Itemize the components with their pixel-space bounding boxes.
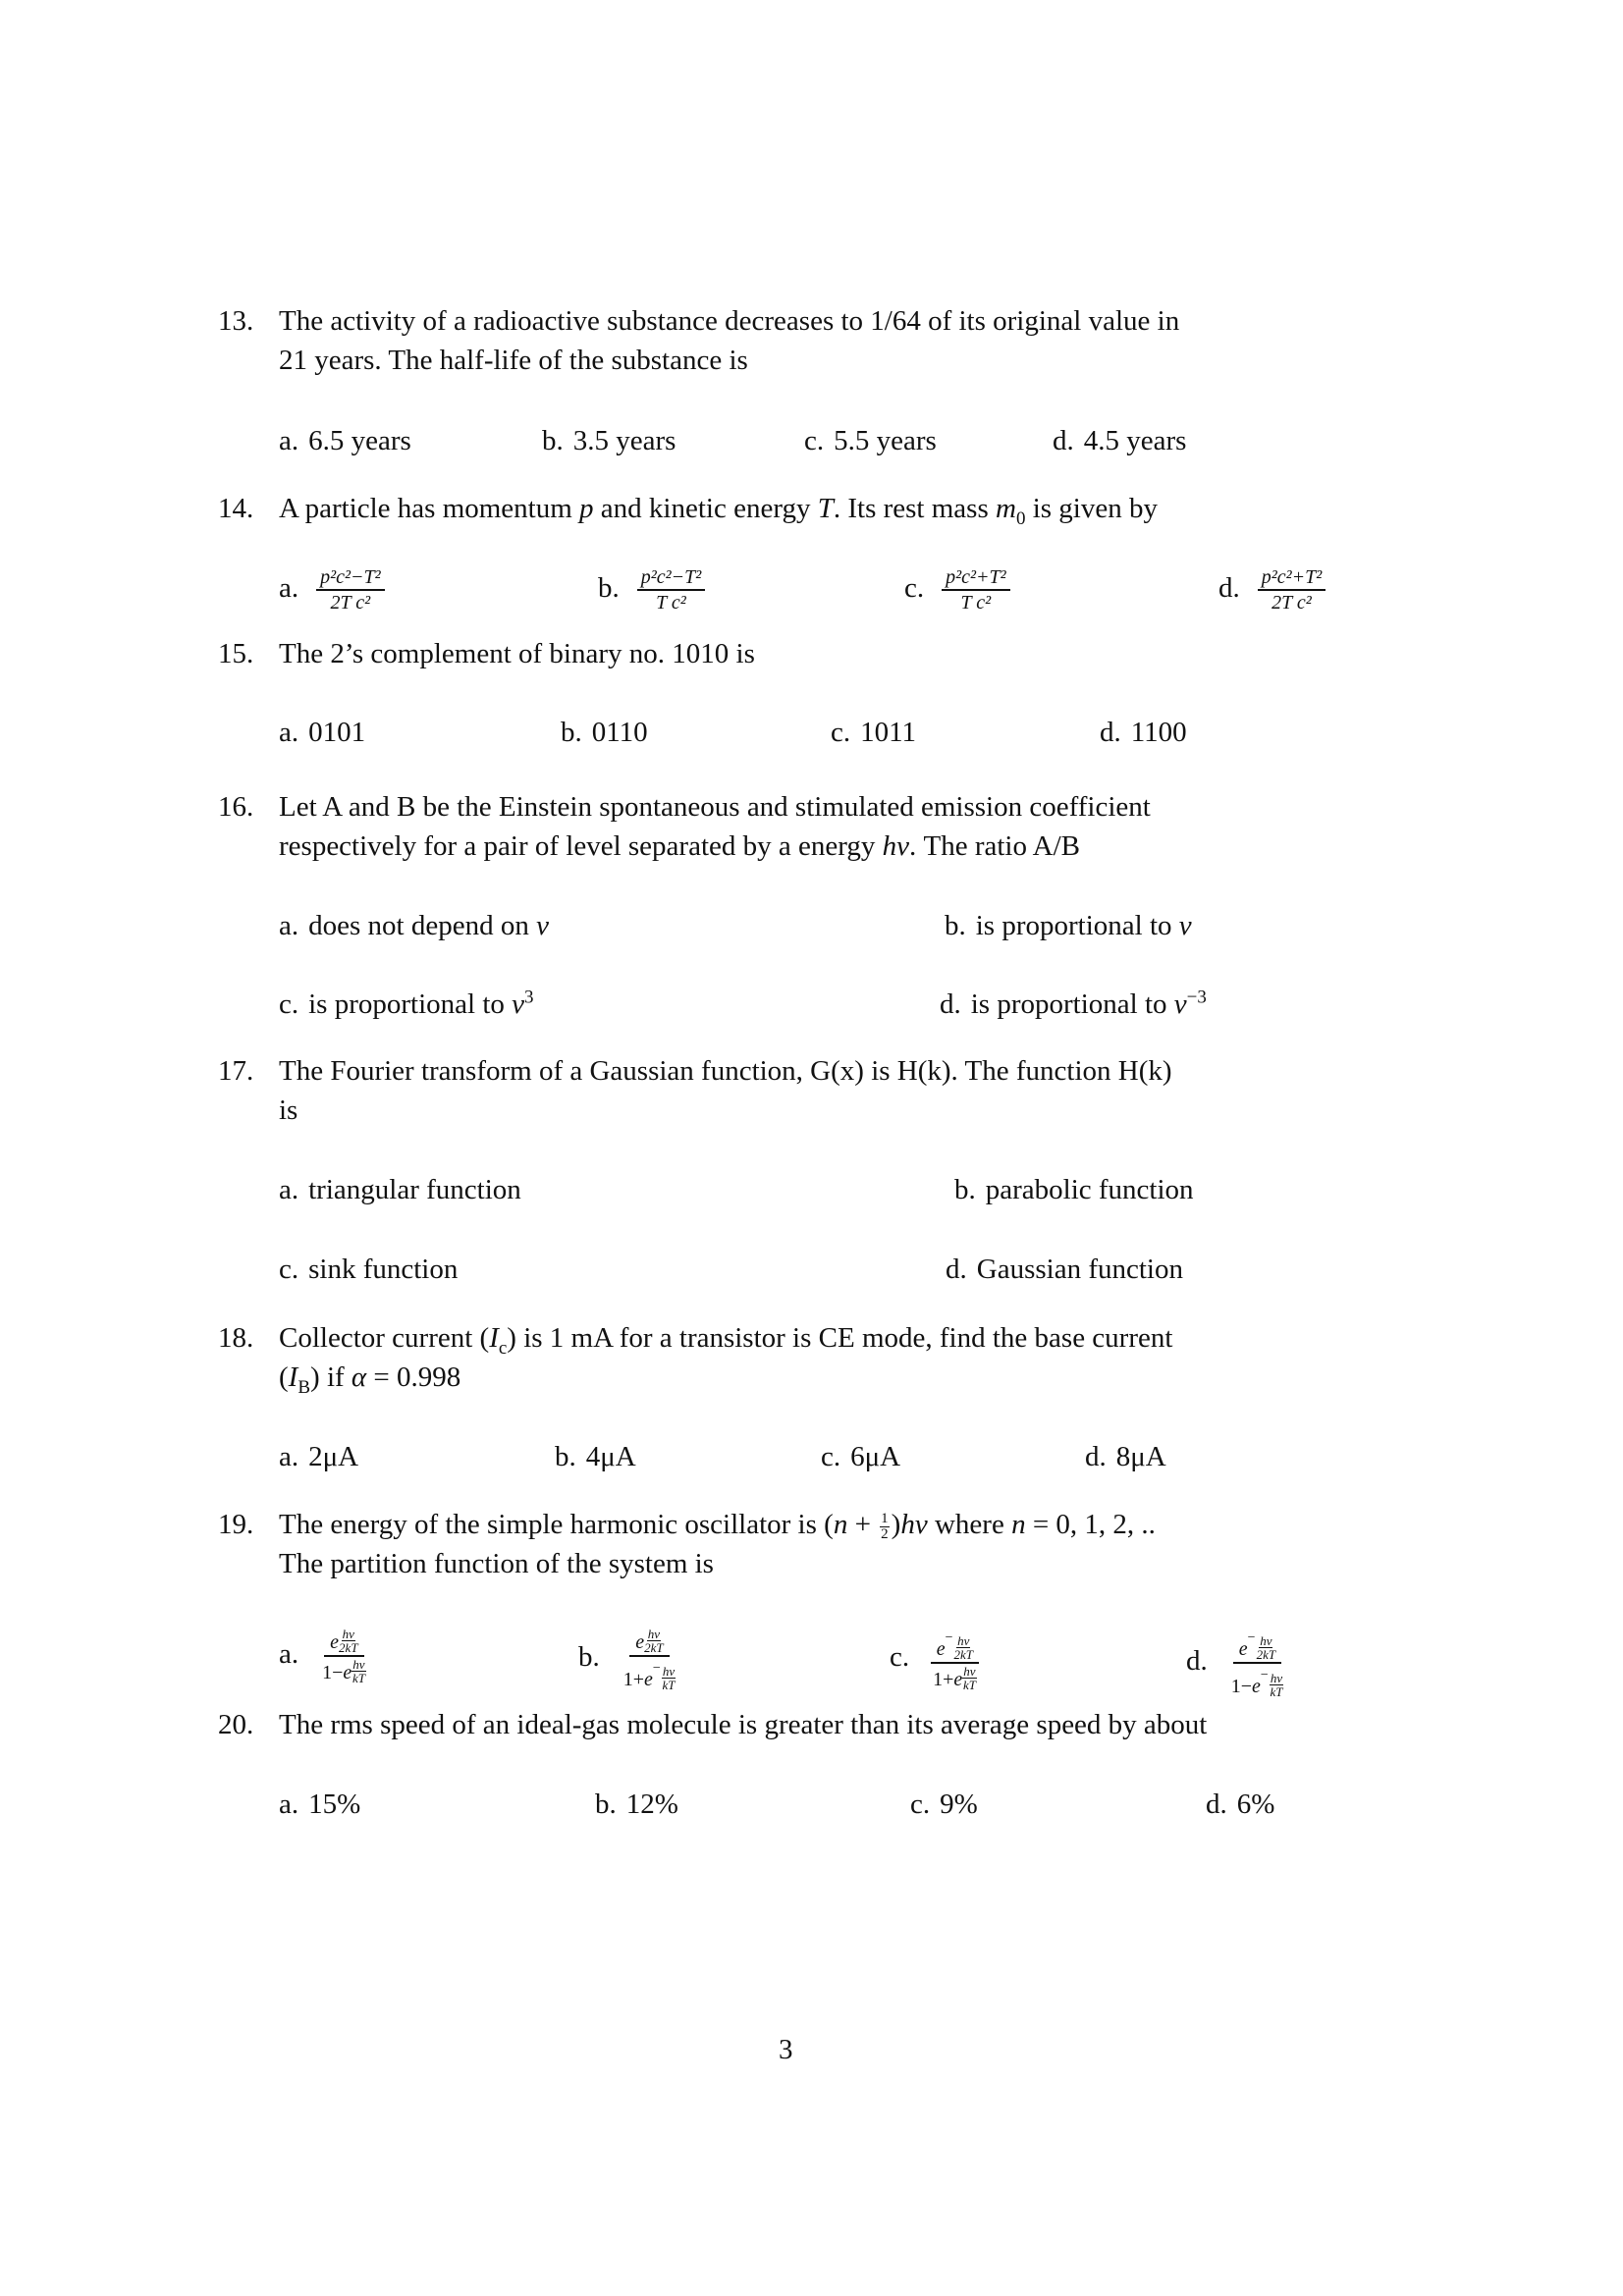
math-var: α [351, 1362, 367, 1393]
option-text: 0110 [591, 717, 648, 748]
option-label: a. [279, 1441, 299, 1472]
denominator: T c² [656, 592, 686, 614]
math-var: e [343, 1662, 352, 1683]
option-label: c. [831, 717, 851, 748]
question-stem [279, 1318, 1388, 1397]
math-var: hν [882, 830, 909, 862]
stem-line [279, 489, 1388, 528]
denominator: T c² [960, 592, 992, 614]
option-b[interactable] [542, 421, 676, 460]
exponent-denominator: 2kT [644, 1640, 664, 1655]
option-c[interactable] [821, 1437, 900, 1476]
page-number: 3 [779, 2034, 793, 2065]
question-stem [279, 1705, 1388, 1744]
exponent-denominator: kT [962, 1678, 976, 1692]
option-text: 8μA [1115, 1441, 1166, 1472]
option-a[interactable] [279, 1628, 372, 1684]
exponent-fraction [662, 1665, 676, 1691]
option-text: is proportional to [308, 988, 505, 1020]
question-stem [279, 634, 1388, 673]
exponent-denominator: kT [1270, 1684, 1283, 1699]
option-label: a. [279, 571, 299, 604]
math-var: e [953, 1669, 963, 1690]
option-text: 15% [308, 1789, 361, 1820]
math-var: I [288, 1362, 298, 1393]
exponent [962, 1664, 976, 1692]
denominator: 2 [881, 1525, 889, 1542]
option-label: c. [279, 1254, 299, 1285]
math-sub: B [298, 1376, 311, 1398]
math-number: 1 [933, 1669, 944, 1690]
fraction [637, 566, 705, 614]
question-number: 19. [218, 1509, 254, 1540]
math-var: ν [512, 988, 525, 1020]
exponent [339, 1627, 358, 1655]
stem-text: ( [279, 1362, 289, 1393]
fraction [618, 1628, 681, 1691]
option-text: 12% [625, 1789, 678, 1820]
math-op: + [632, 1669, 645, 1690]
option-text: 3.5 years [572, 425, 676, 456]
denominator [316, 1657, 371, 1684]
option-c[interactable] [910, 1785, 978, 1824]
exponent [1247, 1630, 1276, 1662]
math-var: m [995, 493, 1016, 524]
stem-text: ) [891, 1509, 901, 1540]
math-var: p [579, 493, 594, 524]
option-label: b. [598, 571, 620, 604]
fraction [927, 1628, 982, 1691]
option-text: 6.5 years [308, 425, 411, 456]
exponent [945, 1630, 973, 1662]
stem-text: is given by [1032, 493, 1158, 524]
option-c[interactable] [890, 1628, 983, 1691]
option-a[interactable] [279, 1437, 358, 1476]
exponent-sign: − [1260, 1668, 1269, 1682]
option-d[interactable] [946, 1250, 1183, 1289]
stem-line: The 2’s complement of binary no. 1010 is [279, 638, 755, 669]
option-c[interactable] [279, 985, 534, 1024]
stem-line: The rms speed of an ideal-gas molecule is greater than its average speed by about [279, 1709, 1208, 1740]
fraction [316, 566, 384, 614]
option-b[interactable] [561, 713, 648, 752]
numerator: p²c²+T² [1258, 566, 1325, 591]
exponent-numerator: hν [963, 1664, 976, 1679]
option-b[interactable] [954, 1170, 1194, 1209]
option-a[interactable] [279, 1785, 360, 1824]
exponent-numerator: hν [342, 1627, 354, 1641]
exponent-numerator: hν [352, 1657, 365, 1672]
stem-text: . The ratio A/B [909, 830, 1080, 862]
fraction [942, 566, 1009, 614]
option-b[interactable] [578, 1628, 681, 1691]
fraction [1225, 1628, 1289, 1698]
exponent-numerator: hν [1270, 1671, 1283, 1685]
math-var: e [1252, 1676, 1261, 1697]
option-text: 0101 [308, 717, 366, 748]
stem-text: ) if [310, 1362, 345, 1393]
option-label: d. [1053, 425, 1074, 456]
option-label: b. [561, 717, 582, 748]
stem-text: The energy of the simple harmonic oscillator is ( [279, 1509, 834, 1540]
exponent-sign: − [945, 1630, 953, 1645]
denominator [618, 1657, 681, 1691]
exponent-sign: − [652, 1661, 661, 1676]
option-text: 4.5 years [1083, 425, 1187, 456]
option-text: does not depend on [308, 910, 529, 941]
stem-line: Let A and B be the Einstein spontaneous and stimulated emission coefficient [279, 791, 1151, 823]
option-label: c. [821, 1441, 841, 1472]
option-text: 5.5 years [834, 425, 937, 456]
exponent-fraction [644, 1628, 664, 1654]
option-b[interactable] [945, 906, 1192, 945]
math-op: − [1240, 1676, 1253, 1697]
exponent-fraction [1257, 1634, 1276, 1661]
stem-line [279, 1318, 1388, 1358]
math-var: e [644, 1669, 653, 1690]
numerator: p²c²+T² [942, 566, 1009, 591]
option-c[interactable] [804, 421, 937, 460]
denominator: 2T c² [1271, 592, 1312, 614]
option-label: a. [279, 425, 299, 456]
math-sup: 3 [524, 987, 534, 1008]
option-b[interactable] [595, 1785, 678, 1824]
exponent [1260, 1668, 1283, 1699]
option-a[interactable] [279, 566, 385, 614]
fraction-half [880, 1512, 890, 1542]
math-var: n [1011, 1509, 1026, 1540]
stem-line [279, 1505, 1388, 1544]
option-d[interactable] [1218, 566, 1325, 614]
question-stem [279, 489, 1388, 528]
numerator [1233, 1628, 1281, 1664]
stem-line: The activity of a radioactive substance decreases to 1/64 of its original value in [279, 305, 1180, 337]
option-label: a. [279, 910, 299, 941]
math-var: e [1238, 1638, 1248, 1660]
math-number: 1 [322, 1662, 333, 1683]
exponent-denominator: kT [352, 1671, 365, 1685]
option-label: b. [542, 425, 564, 456]
stem-line: 21 years. The half-life of the substance is [279, 345, 748, 376]
exponent-fraction [352, 1658, 365, 1684]
option-label: b. [555, 1441, 576, 1472]
question-number: 20. [218, 1709, 254, 1740]
option-a[interactable] [279, 713, 365, 752]
math-op: + [943, 1669, 954, 1690]
option-a[interactable] [279, 421, 411, 460]
option-text: Gaussian function [976, 1254, 1183, 1285]
option-label: c. [890, 1641, 910, 1674]
option-label: c. [279, 988, 299, 1020]
math-var: e [936, 1638, 946, 1660]
option-text: 2μA [308, 1441, 359, 1472]
math-var: hν [900, 1509, 928, 1540]
numerator [324, 1628, 363, 1657]
option-d[interactable] [1206, 1785, 1274, 1824]
stem-line [279, 1358, 1388, 1397]
option-text: triangular function [308, 1174, 521, 1205]
exponent-denominator: 2kT [1256, 1647, 1276, 1662]
option-label: b. [595, 1789, 617, 1820]
option-b[interactable] [598, 566, 705, 614]
exponent [644, 1627, 664, 1655]
option-d[interactable] [1100, 713, 1187, 752]
option-label: a. [279, 1789, 299, 1820]
option-text: 1100 [1130, 717, 1187, 748]
exponent-denominator: 2kT [339, 1640, 358, 1655]
question-stem [279, 301, 1388, 380]
option-d[interactable] [1085, 1437, 1166, 1476]
option-d[interactable] [1053, 421, 1186, 460]
option-a[interactable] [279, 1170, 521, 1209]
math-op: + [854, 1509, 871, 1540]
stem-line: is [279, 1095, 298, 1126]
math-op: − [332, 1662, 344, 1683]
exponent [652, 1661, 676, 1692]
denominator [927, 1664, 982, 1691]
math-var: ν [1173, 988, 1187, 1020]
stem-text: = 0, 1, 2, .. [1032, 1509, 1156, 1540]
option-label: d. [946, 1254, 967, 1285]
math-var: ν [536, 910, 549, 941]
option-d[interactable] [1186, 1628, 1289, 1698]
exponent-denominator: 2kT [953, 1647, 973, 1662]
question-number: 17. [218, 1055, 254, 1087]
math-number: 1 [622, 1669, 633, 1690]
exponent-fraction [1270, 1672, 1283, 1698]
option-label: b. [945, 910, 966, 941]
stem-text: ) is 1 mA for a transistor is CE mode, find the base current [507, 1322, 1173, 1354]
option-text: 4μA [585, 1441, 636, 1472]
denominator [1225, 1664, 1289, 1698]
option-text: parabolic function [985, 1174, 1194, 1205]
fraction [1258, 566, 1325, 614]
stem-text: A particle has momentum [279, 493, 572, 524]
exponent-numerator: hν [662, 1664, 676, 1679]
denominator: 2T c² [330, 592, 371, 614]
stem-text: Collector current ( [279, 1322, 490, 1354]
question-number: 13. [218, 305, 254, 337]
option-label: d. [1218, 571, 1240, 604]
exponent-sign: − [1247, 1630, 1256, 1645]
math-var: T [817, 493, 834, 524]
question-number: 15. [218, 638, 254, 669]
math-var: e [635, 1631, 645, 1653]
exponent-denominator: kT [662, 1678, 676, 1692]
math-sub: c [498, 1337, 508, 1359]
question-number: 14. [218, 493, 254, 524]
math-var: n [833, 1509, 848, 1540]
numerator [931, 1628, 979, 1664]
option-c[interactable] [904, 566, 1010, 614]
math-var: ν [1178, 910, 1192, 941]
option-text: 9% [940, 1789, 978, 1820]
option-a[interactable] [279, 906, 549, 945]
option-label: c. [910, 1789, 931, 1820]
option-text: is proportional to [970, 988, 1167, 1020]
option-label: b. [578, 1641, 600, 1674]
numerator: p²c²−T² [637, 566, 705, 591]
stem-text: = 0.998 [373, 1362, 461, 1393]
math-var: e [330, 1631, 340, 1653]
stem-line: The Fourier transform of a Gaussian function, G(x) is H(k). The function H(k) [279, 1055, 1172, 1087]
exponent-numerator: hν [957, 1633, 970, 1648]
option-d[interactable] [940, 985, 1207, 1024]
option-label: c. [804, 425, 825, 456]
option-label: d. [1085, 1441, 1107, 1472]
exponent [352, 1657, 365, 1685]
option-label: a. [279, 717, 299, 748]
stem-text: where [934, 1509, 1004, 1540]
option-c[interactable] [831, 713, 916, 752]
question-number: 16. [218, 791, 254, 823]
option-text: 6% [1236, 1789, 1275, 1820]
stem-text: respectively for a pair of level separated by a energy [279, 830, 876, 862]
stem-text: and kinetic energy [600, 493, 811, 524]
math-var: I [489, 1322, 499, 1354]
stem-line [279, 827, 1388, 866]
option-label: d. [1100, 717, 1121, 748]
option-label: d. [940, 988, 961, 1020]
numerator [629, 1628, 669, 1657]
option-label: b. [954, 1174, 976, 1205]
exponent-numerator: hν [647, 1627, 661, 1641]
question-stem [279, 1505, 1388, 1583]
exponent-numerator: hν [1260, 1633, 1272, 1648]
option-b[interactable] [555, 1437, 636, 1476]
fraction [316, 1628, 371, 1684]
option-label: a. [279, 1637, 299, 1670]
math-number: 1 [1230, 1676, 1241, 1697]
question-stem [279, 787, 1388, 866]
stem-line: The partition function of the system is [279, 1548, 714, 1579]
numerator: 1 [881, 1510, 889, 1526]
option-label: d. [1206, 1789, 1227, 1820]
option-text: is proportional to [975, 910, 1172, 941]
stem-text: . Its rest mass [833, 493, 989, 524]
exponent-fraction [962, 1665, 976, 1691]
question-number: 18. [218, 1322, 254, 1354]
option-text: sink function [308, 1254, 459, 1285]
option-label: a. [279, 1174, 299, 1205]
math-sup: −3 [1186, 987, 1207, 1008]
exponent-fraction [339, 1628, 358, 1654]
option-text: 1011 [860, 717, 917, 748]
exponent-fraction [954, 1634, 974, 1661]
option-label: d. [1186, 1644, 1208, 1677]
numerator: p²c²−T² [316, 566, 384, 591]
question-stem [279, 1051, 1388, 1130]
math-sub: 0 [1015, 507, 1026, 529]
option-c[interactable] [279, 1250, 458, 1289]
option-text: 6μA [850, 1441, 901, 1472]
option-label: c. [904, 571, 925, 604]
